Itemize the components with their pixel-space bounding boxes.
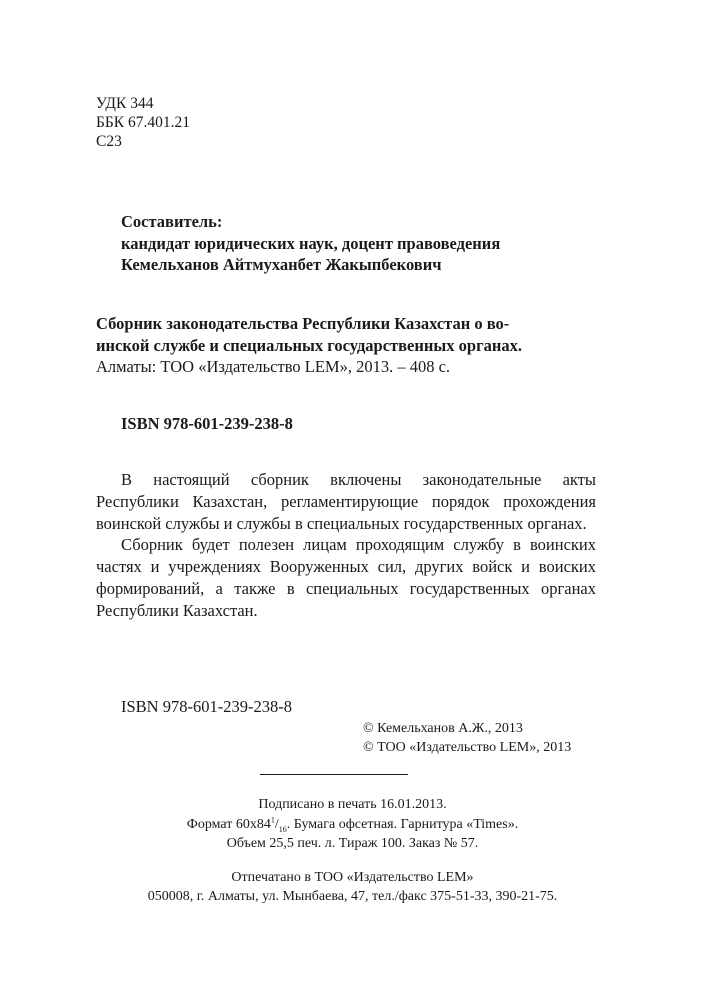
isbn-number: ISBN 978-601-239-238-8: [121, 697, 292, 716]
isbn-heading: ISBN 978-601-239-238-8: [121, 414, 293, 433]
compiler-block: [121, 211, 500, 276]
annotation-paragraph-2: Сборник будет полезен лицам проходящим службу в воинских частях и учреждениях Вооруженных сил, других войск и воиских формирований, а также в специальных государственных органах Республики Казахстан.: [96, 535, 596, 620]
publisher-line: Алматы: ТОО «Издательство LEM», 2013. – 408 с.: [96, 357, 451, 376]
book-title-line-2: инской службе и специальных государственных органах.: [96, 335, 522, 355]
classification-codes: [96, 94, 190, 151]
annotation: [96, 469, 596, 622]
copyright-author: © Кемельханов А.Ж., 2013: [363, 721, 523, 736]
book-title-line-1: Сборник законодательства Республики Казахстан о во-: [96, 314, 510, 333]
bbk-code: ББК 67.401.21: [96, 114, 191, 131]
imprint-volume: Объем 25,5 печ. л. Тираж 100. Заказ № 57.: [226, 836, 479, 851]
copyright-block: [363, 719, 571, 757]
udk-code: УДК 344: [96, 95, 154, 112]
format-suffix: . Бумага офсетная. Гарнитура «Times».: [286, 816, 519, 832]
bibliographic-entry: [96, 313, 596, 378]
compiler-name: Кемельханов Айтмуханбет Жакыпбекович: [121, 255, 442, 274]
imprint-block: [0, 795, 705, 907]
imprint-printer: Отпечатано в ТОО «Издательство LEM»: [231, 869, 474, 885]
format-prefix: Формат 60х84: [186, 816, 271, 832]
compiler-degree: кандидат юридических наук, доцент правоведения: [121, 233, 501, 253]
author-mark: С23: [96, 133, 122, 150]
imprint-address: 050008, г. Алматы, ул. Мынбаева, 47, тел./факс 375-51-33, 390-21-75.: [147, 889, 558, 904]
imprint-signed: Подписано в печать 16.01.2013.: [258, 797, 447, 812]
imprint-format: [0, 815, 705, 835]
copyright-publisher: © ТОО «Издательство LEM», 2013: [363, 740, 572, 755]
format-numerator: 1: [270, 814, 275, 824]
format-denominator: 16: [278, 824, 287, 834]
divider-line: [260, 774, 408, 775]
annotation-paragraph-1: В настоящий сборник включены законодательные акты Республики Казахстан, регламентирующие порядок прохождения воинской службы и службы в специальных государственных органах.: [96, 470, 596, 533]
format-slash: /: [274, 816, 279, 832]
compiler-label: Составитель:: [121, 212, 223, 231]
